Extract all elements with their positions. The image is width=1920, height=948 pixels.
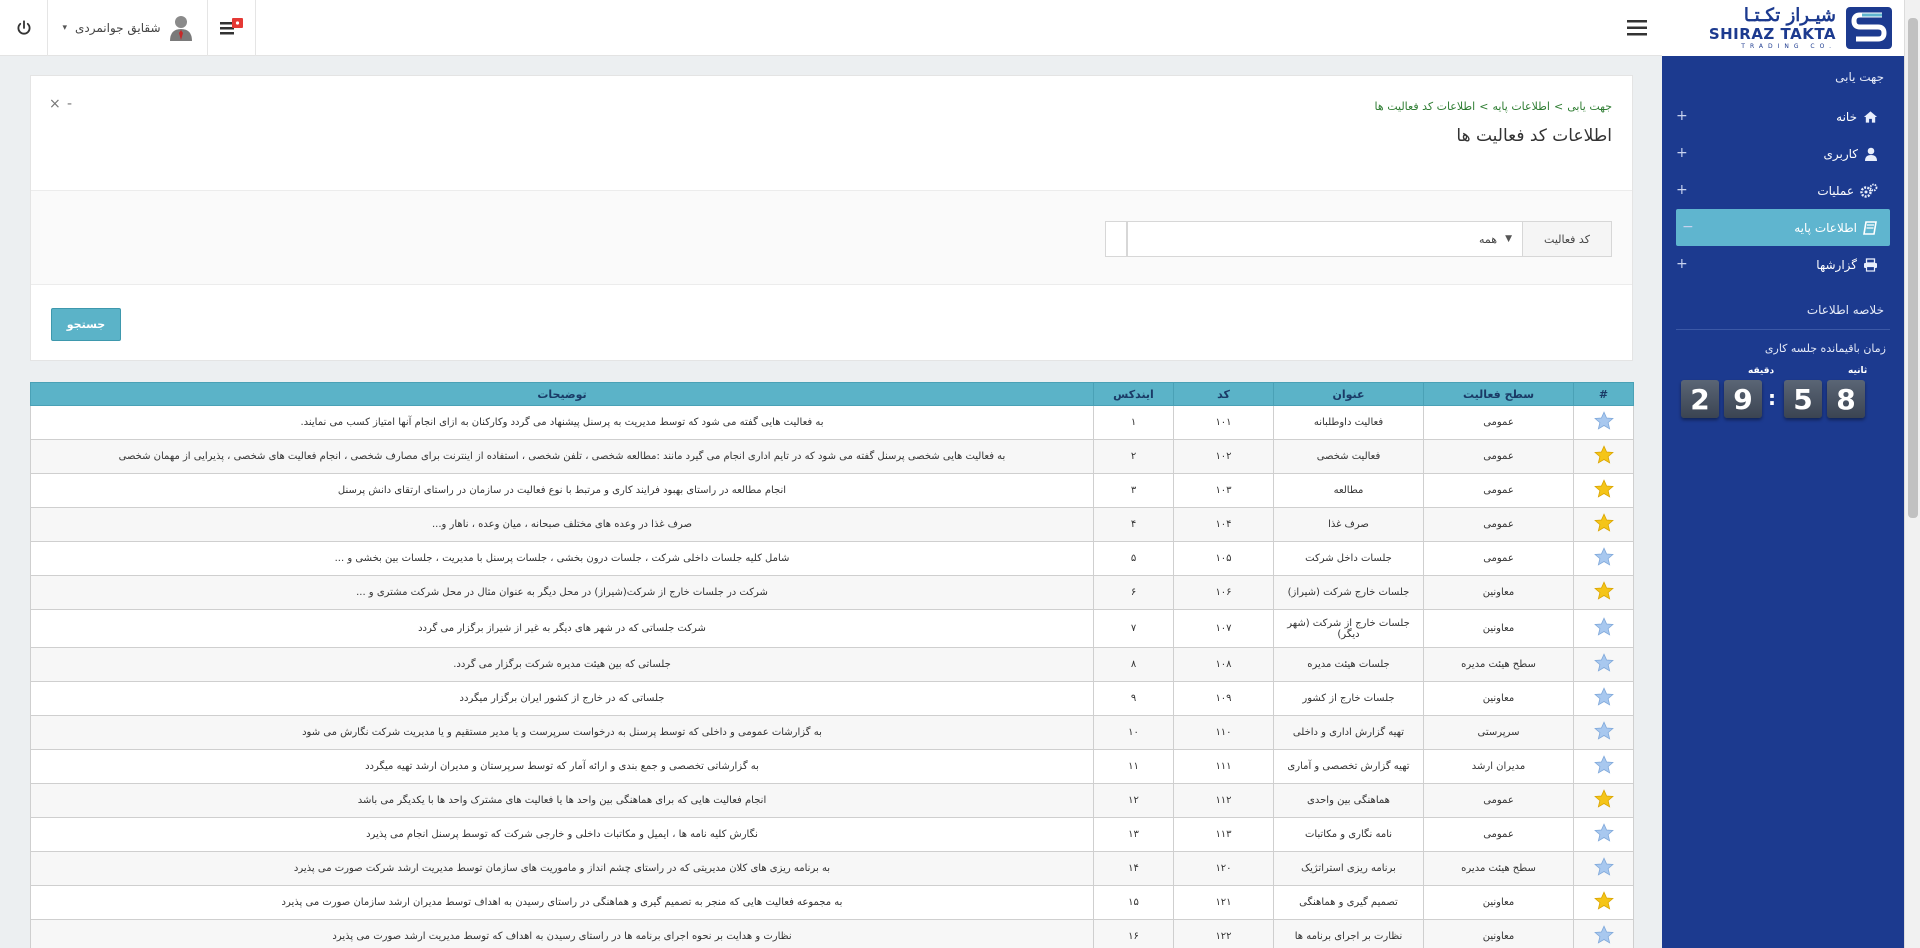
cell-level: سطح هیئت مدیره: [1424, 852, 1574, 886]
cell-desc: به فعالیت هایی گفته می شود که توسط مدیریت به پرسنل پیشنهاد می گردد وکارکنان به ازای انجام آنها امتیاز کسب می نمایند.: [31, 406, 1094, 440]
breadcrumb-item[interactable]: اطلاعات کد فعالیت ها: [1374, 100, 1476, 113]
avatar-icon: [169, 15, 193, 41]
cell-level: عمومی: [1424, 784, 1574, 818]
table-row[interactable]: [31, 716, 1634, 750]
cell-code: ۱۱۰: [1174, 716, 1274, 750]
column-header[interactable]: سطح فعالیت: [1424, 383, 1574, 406]
cell-desc: شرکت جلساتی که در شهر های دیگر به غیر از شیراز برگزار می گردد: [31, 610, 1094, 648]
timer-digit: 8: [1827, 380, 1865, 418]
sidebar-item-label: کاربری: [1823, 146, 1858, 161]
cell-code: ۱۰۳: [1174, 474, 1274, 508]
sidebar-item-label: عملیات: [1817, 183, 1854, 198]
sidebar-item-label: خانه: [1836, 109, 1857, 124]
favorite-cell: [1574, 784, 1634, 818]
logo[interactable]: [1662, 0, 1904, 56]
user-icon: [1864, 147, 1878, 161]
scrollbar-thumb[interactable]: [1908, 18, 1918, 518]
cell-level: عمومی: [1424, 508, 1574, 542]
star-icon[interactable]: [1594, 857, 1614, 877]
table-row[interactable]: [31, 818, 1634, 852]
star-icon[interactable]: [1594, 513, 1614, 533]
cell-index: ۱۲: [1094, 784, 1174, 818]
cell-title: نظارت بر اجرای برنامه ها: [1274, 920, 1424, 948]
page-scrollbar[interactable]: [1904, 0, 1920, 948]
table-row[interactable]: [31, 920, 1634, 948]
table-row[interactable]: [31, 440, 1634, 474]
expand-icon[interactable]: +: [1676, 145, 1688, 161]
sidebar: [1662, 0, 1904, 948]
favorite-cell: [1574, 440, 1634, 474]
sidebar-item-label: اطلاعات پایه: [1794, 220, 1857, 235]
cell-code: ۱۱۲: [1174, 784, 1274, 818]
cell-index: ۱۴: [1094, 852, 1174, 886]
cell-index: ۱۱: [1094, 750, 1174, 784]
cell-title: مطالعه: [1274, 474, 1424, 508]
cell-index: ۳: [1094, 474, 1174, 508]
sidebar-heading: جهت یابی: [1835, 70, 1884, 84]
cell-title: جلسات خارج از شرکت (شهر دیگر): [1274, 610, 1424, 648]
timer-colon: :: [1768, 386, 1776, 410]
activity-table: [30, 382, 1633, 948]
cell-level: معاونین: [1424, 576, 1574, 610]
timer-second-label: ثانیه: [1848, 366, 1868, 376]
chevron-down-icon: ▾: [62, 23, 67, 33]
tasks-icon: [218, 16, 246, 40]
cell-code: ۱۰۲: [1174, 440, 1274, 474]
table-row[interactable]: [31, 542, 1634, 576]
summary-link[interactable]: خلاصه اطلاعات: [1806, 303, 1884, 317]
cell-level: عمومی: [1424, 406, 1574, 440]
cell-level: عمومی: [1424, 440, 1574, 474]
logo-text-fa: شیـراز تکـتـا: [1743, 4, 1836, 26]
cell-title: نامه نگاری و مکاتبات: [1274, 818, 1424, 852]
cell-code: ۱۰۶: [1174, 576, 1274, 610]
table-body: [31, 406, 1634, 948]
sidebar-item-reports[interactable]: [1662, 246, 1904, 283]
table-header-row: [31, 383, 1634, 406]
star-icon[interactable]: [1594, 721, 1614, 741]
cell-level: عمومی: [1424, 474, 1574, 508]
star-icon[interactable]: [1594, 891, 1614, 911]
column-header[interactable]: توضیحات: [31, 383, 1094, 406]
favorite-cell: [1574, 576, 1634, 610]
cell-title: برنامه ریزی استراتژیک: [1274, 852, 1424, 886]
favorite-cell: [1574, 508, 1634, 542]
cell-desc: جلساتی که بین هیئت مدیره شرکت برگزار می گردد.: [31, 648, 1094, 682]
cell-desc: انجام مطالعه در راستای بهبود فرایند کاری و مرتبط با نوع فعالیت در سازمان در راستای ارتقای دانش پرسنل: [31, 474, 1094, 508]
favorite-cell: [1574, 648, 1634, 682]
cell-level: معاونین: [1424, 920, 1574, 948]
user-name: شقایق جوانمردی: [75, 21, 161, 35]
star-icon[interactable]: [1594, 823, 1614, 843]
column-header[interactable]: کد: [1174, 383, 1274, 406]
filter-panel: [30, 75, 1633, 361]
cell-index: ۱: [1094, 406, 1174, 440]
sidebar-item-home[interactable]: [1662, 98, 1904, 135]
cell-level: معاونین: [1424, 886, 1574, 920]
cell-title: هماهنگی بین واحدی: [1274, 784, 1424, 818]
cell-code: ۱۰۱: [1174, 406, 1274, 440]
notifications-button[interactable]: [208, 0, 256, 56]
timer-digit: 2: [1681, 380, 1719, 418]
expand-icon[interactable]: +: [1676, 108, 1688, 124]
cell-desc: جلساتی که در خارج از کشور ایران برگزار میگردد: [31, 682, 1094, 716]
logo-text-sub: TRADING CO.: [1741, 42, 1836, 50]
cell-desc: نظارت و هدایت بر نحوه اجرای برنامه ها در راستای رسیدن به اهداف که توسط مدیریت ارشد صورت می پذیرد: [31, 920, 1094, 948]
table-row[interactable]: [31, 852, 1634, 886]
activity-code-select[interactable]: [1127, 221, 1522, 257]
sidebar-item-operations[interactable]: [1662, 172, 1904, 209]
star-icon[interactable]: [1594, 789, 1614, 809]
star-icon[interactable]: [1594, 581, 1614, 601]
column-header[interactable]: #: [1574, 383, 1634, 406]
breadcrumb-separator: >: [1479, 100, 1489, 113]
gears-icon: [1860, 183, 1878, 199]
cell-desc: شرکت در جلسات خارج از شرکت(شیراز) در محل دیگر به عنوان مثال در محل شرکت مشتری و ...: [31, 576, 1094, 610]
cell-title: جلسات خارج شرکت (شیراز): [1274, 576, 1424, 610]
table-row[interactable]: [31, 610, 1634, 648]
timer-digit: 9: [1724, 380, 1762, 418]
cell-code: ۱۰۴: [1174, 508, 1274, 542]
printer-icon: [1863, 258, 1878, 272]
cell-title: جلسات هیئت مدیره: [1274, 648, 1424, 682]
logo-text-en: SHIRAZ TAKTA: [1708, 24, 1836, 43]
sidebar-item-base-info[interactable]: [1676, 209, 1890, 246]
activity-code-label: کد فعالیت: [1522, 221, 1612, 257]
dropdown-arrow-icon: ▼: [1505, 234, 1512, 244]
expand-icon[interactable]: +: [1676, 256, 1688, 272]
cell-index: ۶: [1094, 576, 1174, 610]
cell-index: ۸: [1094, 648, 1174, 682]
cell-code: ۱۲۲: [1174, 920, 1274, 948]
star-icon[interactable]: [1594, 445, 1614, 465]
table-row[interactable]: [31, 474, 1634, 508]
column-header[interactable]: ایندکس: [1094, 383, 1174, 406]
cell-index: ۱۳: [1094, 818, 1174, 852]
cell-code: ۱۱۳: [1174, 818, 1274, 852]
cell-level: سرپرستی: [1424, 716, 1574, 750]
cell-title: فعالیت داوطلبانه: [1274, 406, 1424, 440]
table-row[interactable]: [31, 508, 1634, 542]
cell-index: ۱۰: [1094, 716, 1174, 750]
cell-desc: به مجموعه فعالیت هایی که منجر به تصمیم گیری و هماهنگی در راستای رسیدن به اهداف توسط مدیران ارشد سازمان صورت می پذیرد: [31, 886, 1094, 920]
cell-code: ۱۲۱: [1174, 886, 1274, 920]
menu-toggle-button[interactable]: [1622, 14, 1652, 42]
cell-title: تهیه گزارش اداری و داخلی: [1274, 716, 1424, 750]
cell-level: عمومی: [1424, 818, 1574, 852]
cell-code: ۱۰۷: [1174, 610, 1274, 648]
table-row[interactable]: [31, 784, 1634, 818]
cell-desc: انجام فعالیت هایی که برای هماهنگی بین واحد ها یا فعالیت های مشترک واحد ها با یکدیگر می باشد: [31, 784, 1094, 818]
cell-title: فعالیت شخصی: [1274, 440, 1424, 474]
book-icon: [1863, 221, 1878, 235]
collapse-icon[interactable]: −: [1682, 219, 1694, 235]
favorite-cell: [1574, 920, 1634, 948]
logout-button[interactable]: [0, 0, 48, 56]
cell-title: صرف غذا: [1274, 508, 1424, 542]
activity-code-value: همه: [1479, 232, 1498, 246]
cell-index: ۱۶: [1094, 920, 1174, 948]
sidebar-item-label: گزارشها: [1816, 257, 1857, 272]
cell-code: ۱۰۹: [1174, 682, 1274, 716]
cell-desc: شامل کلیه جلسات داخلی شرکت ، جلسات درون بخشی ، جلسات پرسنل با مدیریت ، جلسات بین بخشی و ...: [31, 542, 1094, 576]
star-icon[interactable]: [1594, 687, 1614, 707]
logo-mark-icon: [1844, 5, 1894, 51]
table-row[interactable]: [31, 886, 1634, 920]
favorite-cell: [1574, 750, 1634, 784]
star-icon[interactable]: [1594, 411, 1614, 431]
minimize-icon[interactable]: -: [67, 96, 73, 112]
cell-index: ۹: [1094, 682, 1174, 716]
favorite-cell: [1574, 852, 1634, 886]
page-title: اطلاعات کد فعالیت ها: [1456, 126, 1612, 146]
timer-minute-label: دقیقه: [1748, 366, 1775, 376]
cell-desc: به برنامه ریزی های کلان مدیریتی که در راستای چشم انداز و ماموریت های سازمان توسط مدیریت ارشد شرکت صورت می پذیرد: [31, 852, 1094, 886]
cell-desc: نگارش کلیه نامه ها ، ایمیل و مکاتبات داخلی و خارجی شرکت که توسط پرسنل انجام می پذیرد: [31, 818, 1094, 852]
timer-digit: 5: [1784, 380, 1822, 418]
cell-title: تهیه گزارش تخصصی و آماری: [1274, 750, 1424, 784]
cell-code: ۱۰۵: [1174, 542, 1274, 576]
cell-index: ۲: [1094, 440, 1174, 474]
cell-title: جلسات داخل شرکت: [1274, 542, 1424, 576]
table-row[interactable]: [31, 750, 1634, 784]
session-timer: [1662, 360, 1904, 420]
cell-code: ۱۲۰: [1174, 852, 1274, 886]
home-icon: [1863, 110, 1878, 124]
breadcrumb-item[interactable]: اطلاعات پایه: [1492, 100, 1550, 113]
cell-level: معاونین: [1424, 682, 1574, 716]
favorite-cell: [1574, 474, 1634, 508]
table-row[interactable]: [31, 406, 1634, 440]
favorite-cell: [1574, 682, 1634, 716]
favorite-cell: [1574, 886, 1634, 920]
table-row[interactable]: [31, 682, 1634, 716]
sidebar-item-user[interactable]: [1662, 135, 1904, 172]
cell-index: ۵: [1094, 542, 1174, 576]
column-header[interactable]: عنوان: [1274, 383, 1424, 406]
hamburger-icon: [1627, 19, 1647, 37]
cell-desc: صرف غذا در وعده های مختلف صبحانه ، میان وعده ، ناهار و...: [31, 508, 1094, 542]
expand-icon[interactable]: +: [1676, 182, 1688, 198]
cell-code: ۱۰۸: [1174, 648, 1274, 682]
breadcrumb-separator: >: [1553, 100, 1564, 113]
star-icon[interactable]: [1594, 755, 1614, 775]
cell-title: تصمیم گیری و هماهنگی: [1274, 886, 1424, 920]
favorite-cell: [1574, 818, 1634, 852]
table-row[interactable]: [31, 576, 1634, 610]
cell-desc: به گزارشاتی تخصصی و جمع بندی و ارائه آمار که توسط سرپرستان و مدیران ارشد تهیه میگردد: [31, 750, 1094, 784]
table-row[interactable]: [31, 648, 1634, 682]
user-menu[interactable]: [48, 0, 208, 56]
power-icon: [15, 19, 33, 37]
favorite-cell: [1574, 542, 1634, 576]
select-addon: [1105, 221, 1127, 257]
close-icon[interactable]: ×: [49, 96, 61, 112]
topbar: [0, 0, 1662, 56]
cell-index: ۷: [1094, 610, 1174, 648]
cell-index: ۴: [1094, 508, 1174, 542]
star-icon[interactable]: [1594, 547, 1614, 567]
search-button[interactable]: جستجو: [51, 308, 121, 341]
cell-desc: به فعالیت هایی شخصی پرسنل گفته می شود که در تایم اداری انجام می گیرد مانند :مطالعه شخصی ، تلفن شخصی ، استفاده از اینترنت برای مصارف شخصی ، انجام فعالیت های شخصی ، پذیرایی از مهمان شخصی: [31, 440, 1094, 474]
session-timer-title: زمان باقیمانده جلسه کاری: [1764, 342, 1886, 355]
cell-title: جلسات خارج از کشور: [1274, 682, 1424, 716]
star-icon[interactable]: [1594, 479, 1614, 499]
favorite-cell: [1574, 610, 1634, 648]
star-icon[interactable]: [1594, 653, 1614, 673]
cell-code: ۱۱۱: [1174, 750, 1274, 784]
star-icon[interactable]: [1594, 925, 1614, 945]
cell-level: عمومی: [1424, 542, 1574, 576]
cell-level: مدیران ارشد: [1424, 750, 1574, 784]
breadcrumb-item[interactable]: جهت یابی: [1567, 100, 1612, 113]
cell-level: سطح هیئت مدیره: [1424, 648, 1574, 682]
favorite-cell: [1574, 716, 1634, 750]
favorite-cell: [1574, 406, 1634, 440]
star-icon[interactable]: [1594, 617, 1614, 637]
cell-index: ۱۵: [1094, 886, 1174, 920]
cell-level: معاونین: [1424, 610, 1574, 648]
breadcrumb: [1375, 100, 1612, 113]
cell-desc: به گزارشات عمومی و داخلی که توسط پرسنل به درخواست سرپرست و یا مدیر مستقیم و یا مدیریت شرکت نگارش می شود: [31, 716, 1094, 750]
